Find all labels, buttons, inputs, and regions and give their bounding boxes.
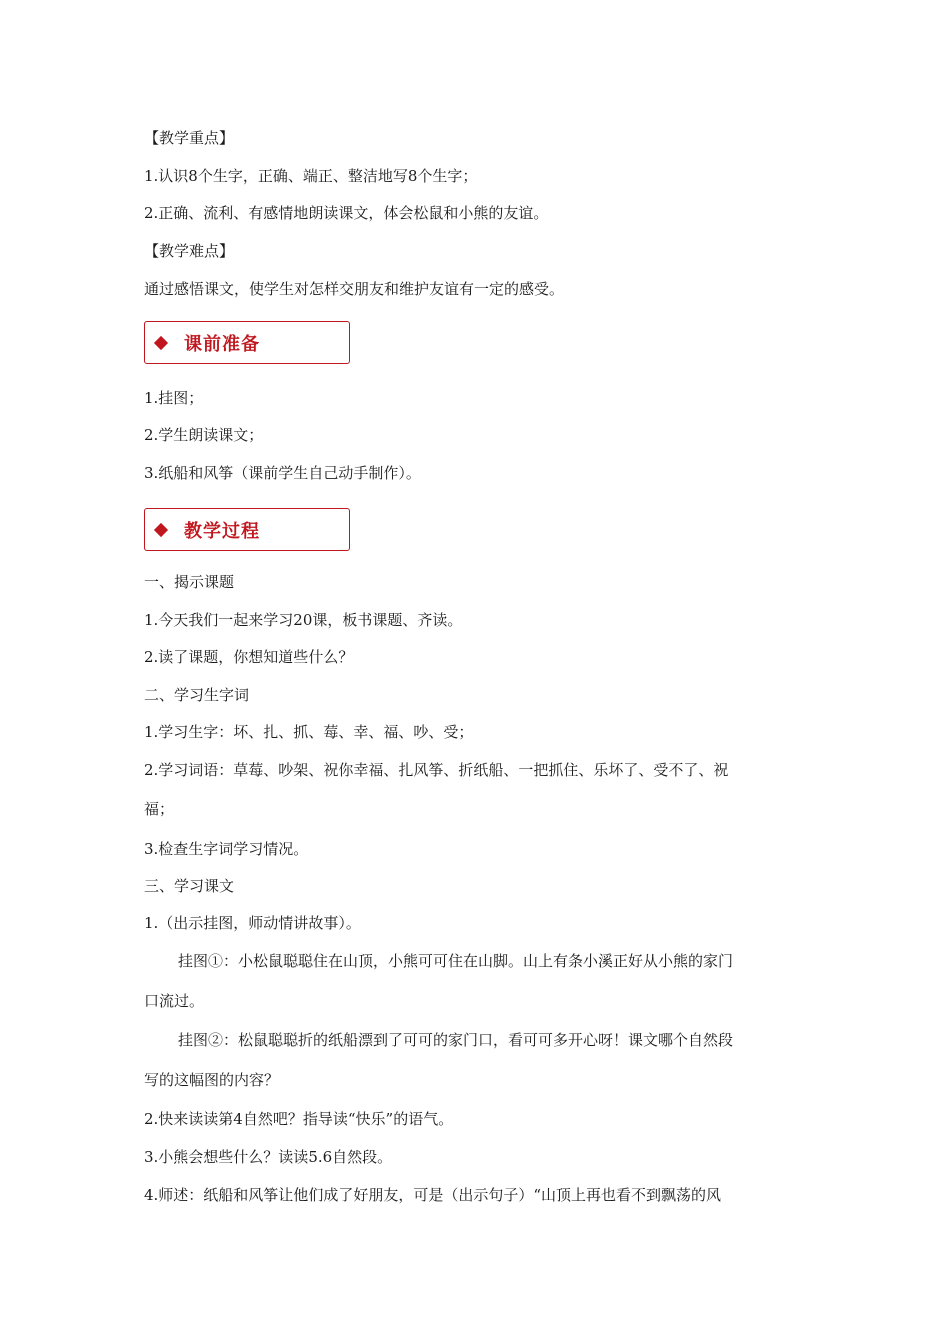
process-part2-item-1: 1.学习生字：坏、扎、抓、莓、幸、福、吵、受； [144,723,474,741]
process-part2-item-2: 2.学习词语：草莓、吵架、祝你幸福、扎风筝、折纸船、一把抓住、乐坏了、受不了、祝 [144,761,729,779]
section-box-prep [144,321,350,364]
process-part-2: 二、学习生字词 [144,686,250,704]
process-part3-item-1: 1.（出示挂图，师动情讲故事）。 [144,914,361,932]
diamond-bullet-icon [154,522,168,536]
picture-1-description-cont: 口流过。 [144,992,205,1010]
prep-item-3: 3.纸船和风筝（课前学生自己动手制作）。 [144,464,421,482]
focus-item-2: 2.正确、流利、有感情地朗读课文，体会松鼠和小熊的友谊。 [144,204,549,222]
prep-item-1: 1.挂图； [144,389,204,407]
process-part2-item-2-cont: 福； [144,800,175,818]
section-title-process: 教学过程 [184,520,260,542]
focus-heading: 【教学重点】 [144,129,235,147]
process-part3-item-3: 3.小熊会想些什么？读读5.6自然段。 [144,1148,393,1166]
picture-2-description: 挂图②：松鼠聪聪折的纸船漂到了可可的家门口，看可可多开心呀！课文哪个自然段 [178,1031,734,1049]
process-part3-item-4: 4.师述：纸船和风筝让他们成了好朋友，可是（出示句子）“山顶上再也看不到飘荡的风 [144,1186,721,1204]
difficulty-heading: 【教学难点】 [144,242,235,260]
diamond-bullet-icon [154,335,168,349]
picture-2-description-cont: 写的这幅图的内容？ [144,1071,280,1089]
focus-item-1: 1.认识8个生字，正确、端正、整洁地写8个生字； [144,167,478,185]
prep-item-2: 2.学生朗读课文； [144,426,264,444]
difficulty-text: 通过感悟课文，使学生对怎样交朋友和维护友谊有一定的感受。 [144,280,565,298]
process-part-1: 一、揭示课题 [144,573,235,591]
process-part3-item-2: 2.快来读读第4自然吧？指导读“快乐”的语气。 [144,1110,454,1128]
section-title-prep: 课前准备 [184,333,260,355]
process-part1-item-1: 1.今天我们一起来学习20课，板书课题、齐读。 [144,611,463,629]
process-part-3: 三、学习课文 [144,877,235,895]
process-part1-item-2: 2.读了课题，你想知道些什么？ [144,648,354,666]
process-part2-item-3: 3.检查生字词学习情况。 [144,840,309,858]
section-box-process [144,508,350,551]
picture-1-description: 挂图①：小松鼠聪聪住在山顶，小熊可可住在山脚。山上有条小溪正好从小熊的家门 [178,952,734,970]
